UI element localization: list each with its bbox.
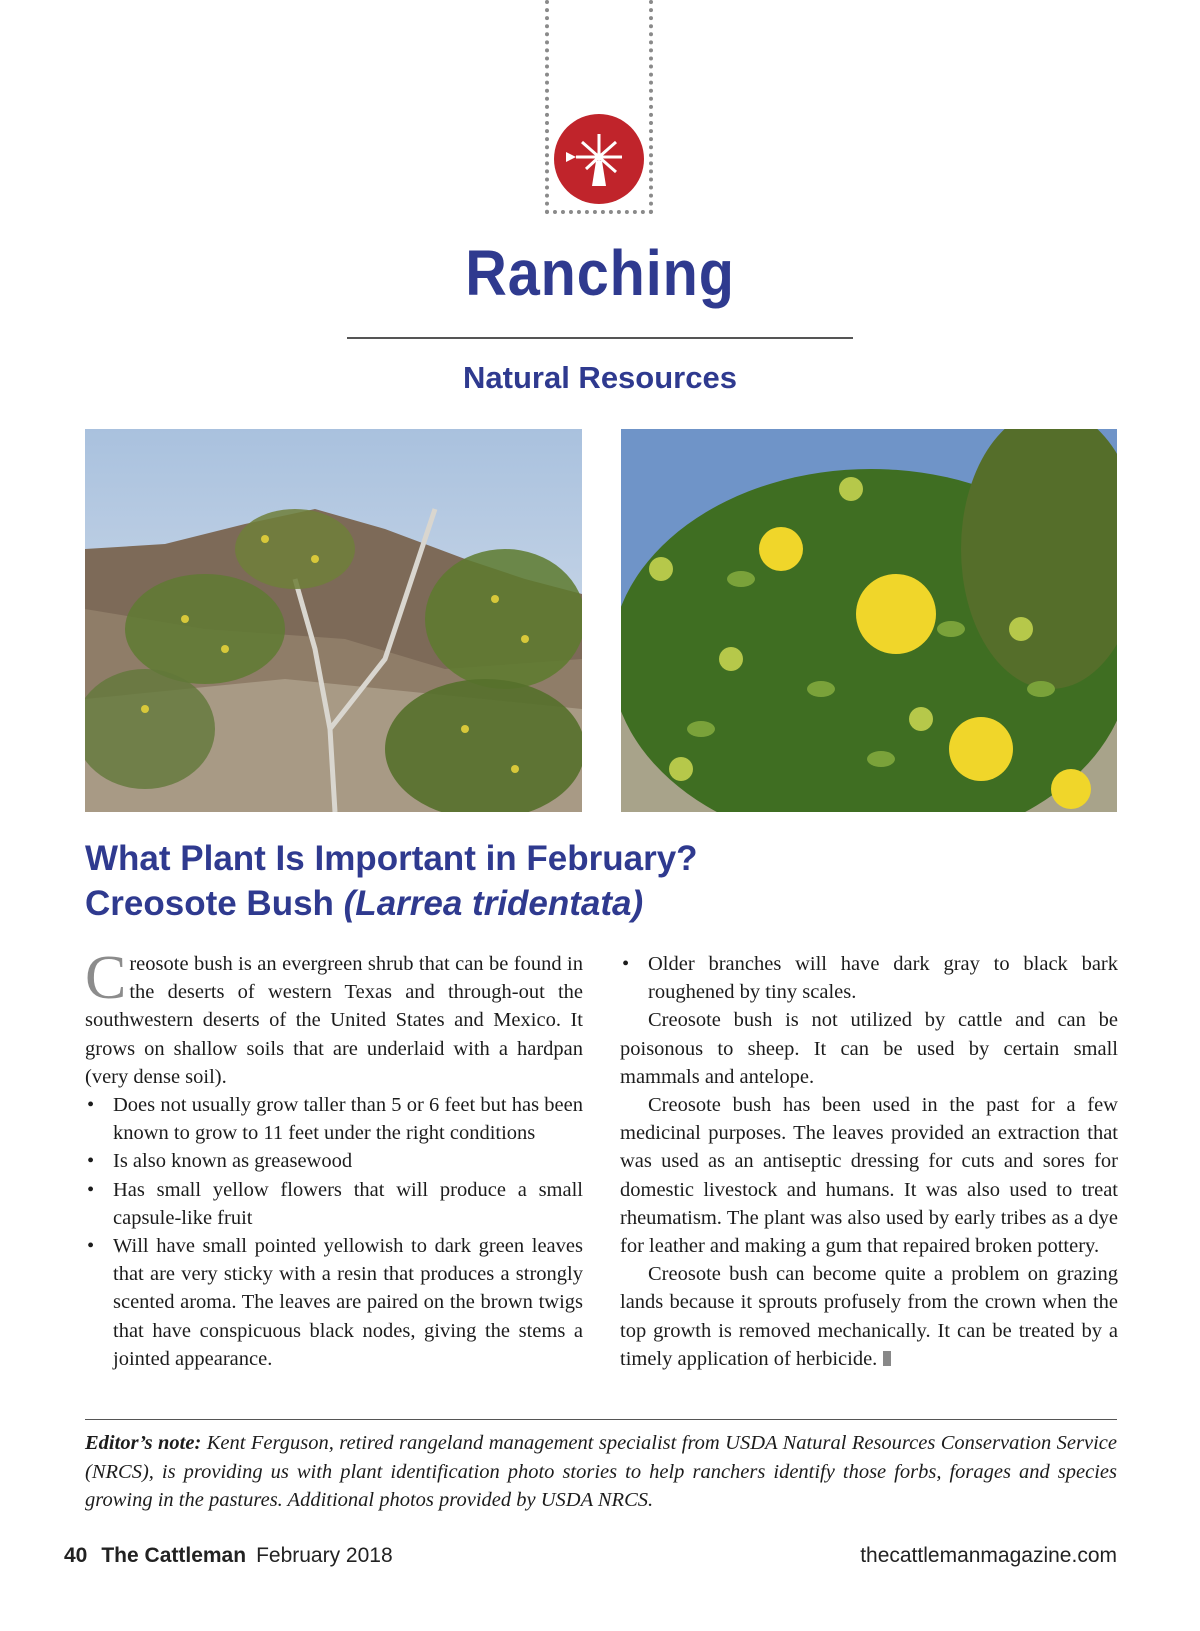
list-item: • Is also known as greasewood (85, 1147, 583, 1175)
magazine-name: The Cattleman (101, 1544, 247, 1567)
column-left (85, 944, 583, 1373)
characteristics-list (85, 1091, 583, 1373)
title-divider (347, 337, 853, 339)
article-headline (85, 836, 1085, 926)
list-item: • Will have small pointed yellowish to dark green leaves that are very sticky with a resin that produces a strongly scented aroma. The leaves are paired on the brown twigs that have conspicuous black nodes, giving the stems a jointed appearance. (85, 1232, 583, 1373)
list-item: • Does not usually grow taller than 5 or 6 feet but has been known to grow to 11 feet under the right conditions (85, 1091, 583, 1147)
end-mark (883, 1351, 891, 1366)
body-paragraph: Creosote bush has been used in the past for a few medicinal purposes. The leaves provided an extraction that was used as an antiseptic dressing for cuts and sores for domestic livestock and humans. It was also used to treat rheumatism. The plant was also used by early tribes as a dye for leather and making a gum that repaired broken pottery. (620, 1094, 1118, 1258)
headline-common-name: Creosote Bush (85, 884, 344, 923)
windmill-icon (554, 114, 644, 204)
photo-creosote-shrub (85, 429, 582, 812)
photo-creosote-flowers (621, 429, 1117, 812)
characteristics-list-continued (620, 950, 1118, 1006)
column-right (620, 950, 1118, 1373)
intro-paragraph (85, 944, 583, 1091)
list-item: • Has small yellow flowers that will produce a small capsule-like fruit (85, 1176, 583, 1232)
headline-line1: What Plant Is Important in February? (85, 839, 698, 878)
intro-text: reosote bush is an evergreen shrub that can be found in the deserts of western Texas and through-out the southwestern deserts of the United States and Mexico. It grows on shallow soils that are underlaid with a hardpan (very dense soil). (85, 953, 583, 1088)
website-url: thecattlemanmagazine.com (860, 1544, 1117, 1567)
section-title: Ranching (465, 237, 735, 309)
editor-note (85, 1429, 1117, 1515)
body-paragraph-text: Creosote bush can become quite a problem on grazing lands because it sprouts profusely from the crown when the top growth is removed mechanically. It can be treated by a timely application of herbicide. (620, 1263, 1118, 1370)
editor-note-text: Kent Ferguson, retired rangeland management specialist from USDA Natural Resources Conservation Service (NRCS), is providing us with plant identification photo stories to help ranchers identify those forbs, forages and species growing in the pastures. Additional photos provided by USDA NRCS. (85, 1432, 1117, 1511)
drop-cap: C (85, 944, 127, 1012)
editor-note-label: Editor’s note: (85, 1432, 202, 1454)
page-number: 40 (64, 1544, 88, 1567)
body-paragraph: Creosote bush is not utilized by cattle and can be poisonous to sheep. It can be used by certain small mammals and antelope. (620, 1009, 1118, 1088)
body-paragraph-last (620, 1260, 1118, 1373)
subsection-title: Natural Resources (463, 360, 737, 395)
footer (64, 1544, 393, 1568)
headline-scientific-name: (Larrea tridentata) (343, 884, 644, 923)
list-item: • Older branches will have dark gray to black bark roughened by tiny scales. (620, 950, 1118, 1006)
issue-date: February 2018 (256, 1544, 393, 1567)
headline-line2 (85, 881, 1085, 926)
note-divider (85, 1419, 1117, 1420)
